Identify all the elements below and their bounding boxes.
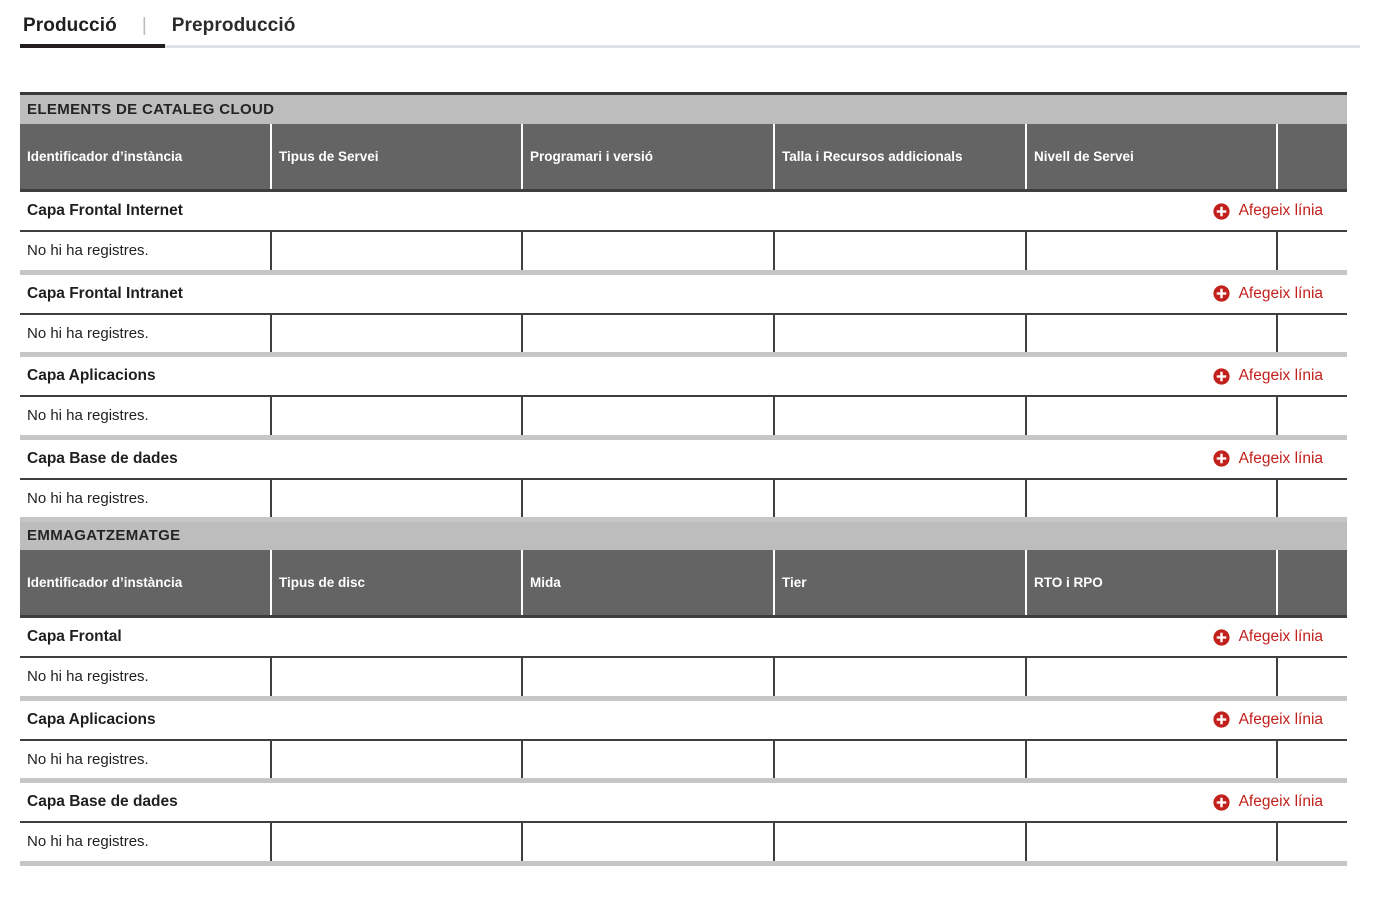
column-header-cell: Tier	[774, 550, 1026, 617]
group-label: Capa Aplicacions	[27, 367, 156, 384]
group-row	[20, 191, 1347, 232]
add-row-label: Afegeix línia	[1238, 284, 1324, 302]
empty-cell[interactable]	[774, 657, 1026, 698]
empty-data-row	[20, 740, 1347, 781]
tab-separator: |	[141, 15, 147, 36]
column-header-row	[20, 550, 1347, 617]
group-row-cell	[20, 617, 1347, 658]
column-header-cell: Talla i Recursos addicionals	[774, 124, 1026, 191]
empty-message: No hi ha registres.	[20, 314, 271, 355]
group-row	[20, 617, 1347, 658]
empty-cell[interactable]	[271, 479, 522, 520]
add-row-label: Afegeix línia	[1238, 628, 1324, 645]
grid-body	[20, 94, 1347, 864]
plus-circle-icon	[1213, 629, 1230, 646]
empty-message: No hi ha registres.	[20, 479, 271, 520]
empty-cell[interactable]	[1026, 822, 1277, 863]
section-title-row	[20, 94, 1347, 124]
add-row-link[interactable]	[1213, 628, 1323, 646]
add-row-link[interactable]	[1213, 711, 1323, 729]
column-header-cell: Tipus de Servei	[271, 124, 522, 191]
empty-cell[interactable]	[522, 740, 774, 781]
empty-data-row	[20, 657, 1347, 698]
empty-cell-actions[interactable]	[1277, 231, 1347, 272]
group-row-cell	[20, 781, 1347, 823]
empty-cell[interactable]	[522, 657, 774, 698]
empty-message: No hi ha registres.	[20, 657, 271, 698]
empty-data-row	[20, 479, 1347, 520]
group-row-cell	[20, 698, 1347, 740]
column-header-cell: Tipus de disc	[271, 550, 522, 617]
group-row	[20, 698, 1347, 740]
add-row-link[interactable]	[1213, 285, 1323, 303]
tab-underline-track	[20, 45, 1360, 48]
tab-list	[20, 0, 1360, 46]
group-row-cell	[20, 191, 1347, 232]
add-row-label: Afegeix línia	[1238, 710, 1324, 728]
column-header-cell: RTO i RPO	[1026, 550, 1277, 617]
empty-cell[interactable]	[1026, 314, 1277, 355]
empty-message: No hi ha registres.	[20, 740, 271, 781]
empty-cell[interactable]	[271, 822, 522, 863]
plus-circle-icon	[1213, 203, 1230, 220]
empty-cell[interactable]	[1026, 396, 1277, 437]
empty-cell-actions[interactable]	[1277, 314, 1347, 355]
empty-cell-actions[interactable]	[1277, 396, 1347, 437]
group-label: Capa Aplicacions	[27, 710, 156, 728]
group-label: Capa Base de dades	[27, 449, 178, 467]
empty-cell[interactable]	[271, 740, 522, 781]
empty-cell[interactable]	[271, 231, 522, 272]
tab-produccio[interactable]: Producció	[23, 15, 117, 36]
add-row-label: Afegeix línia	[1238, 449, 1324, 467]
plus-circle-icon	[1213, 450, 1230, 467]
section-title: EMMAGATZEMATGE	[20, 520, 1347, 550]
column-header-cell: Nivell de Servei	[1026, 124, 1277, 191]
group-label: Capa Base de dades	[27, 793, 178, 810]
empty-cell[interactable]	[522, 479, 774, 520]
empty-cell[interactable]	[774, 479, 1026, 520]
empty-cell-actions[interactable]	[1277, 479, 1347, 520]
empty-cell[interactable]	[522, 231, 774, 272]
group-row	[20, 781, 1347, 823]
add-row-label: Afegeix línia	[1238, 793, 1324, 810]
group-row-cell	[20, 272, 1347, 314]
column-header-actions	[1277, 124, 1347, 191]
empty-data-row	[20, 314, 1347, 355]
plus-circle-icon	[1213, 794, 1230, 811]
empty-data-row	[20, 396, 1347, 437]
add-row-link[interactable]	[1213, 202, 1323, 220]
tab-preproduccio[interactable]: Preproducció	[171, 15, 296, 36]
empty-cell-actions[interactable]	[1277, 740, 1347, 781]
add-row-link[interactable]	[1213, 793, 1323, 811]
group-label: Capa Frontal Intranet	[27, 284, 183, 302]
plus-circle-icon	[1213, 285, 1230, 302]
plus-circle-icon	[1213, 711, 1230, 728]
empty-cell[interactable]	[271, 396, 522, 437]
column-header-actions	[1277, 550, 1347, 617]
empty-cell[interactable]	[1026, 479, 1277, 520]
group-row	[20, 437, 1347, 479]
add-row-link[interactable]	[1213, 450, 1323, 468]
add-row-link[interactable]	[1213, 367, 1323, 385]
add-row-label: Afegeix línia	[1238, 367, 1324, 384]
empty-message: No hi ha registres.	[20, 822, 271, 863]
empty-cell[interactable]	[522, 822, 774, 863]
column-header-cell: Identificador d’instància	[20, 550, 271, 617]
group-row	[20, 355, 1347, 397]
section-title-row	[20, 520, 1347, 550]
empty-cell[interactable]	[1026, 657, 1277, 698]
empty-cell[interactable]	[271, 314, 522, 355]
catalog-grid	[20, 92, 1347, 866]
empty-message: No hi ha registres.	[20, 231, 271, 272]
empty-cell[interactable]	[1026, 740, 1277, 781]
column-header-cell: Identificador d’instància	[20, 124, 271, 191]
group-row-cell	[20, 437, 1347, 479]
group-label: Capa Frontal Internet	[27, 202, 183, 219]
group-row-cell	[20, 355, 1347, 397]
empty-cell[interactable]	[774, 822, 1026, 863]
empty-cell-actions[interactable]	[1277, 822, 1347, 863]
group-label: Capa Frontal	[27, 628, 122, 645]
empty-cell[interactable]	[774, 396, 1026, 437]
empty-message: No hi ha registres.	[20, 396, 271, 437]
empty-cell[interactable]	[774, 740, 1026, 781]
empty-cell[interactable]	[1026, 231, 1277, 272]
empty-cell[interactable]	[271, 657, 522, 698]
column-header-row	[20, 124, 1347, 191]
empty-cell[interactable]	[522, 314, 774, 355]
column-header-cell: Mida	[522, 550, 774, 617]
empty-data-row	[20, 231, 1347, 272]
catalog-tables	[20, 92, 1347, 866]
environment-tabbar	[20, 0, 1360, 56]
tab-underline-active	[20, 44, 165, 48]
empty-cell-actions[interactable]	[1277, 657, 1347, 698]
add-row-label: Afegeix línia	[1238, 202, 1324, 219]
plus-circle-icon	[1213, 368, 1230, 385]
empty-cell[interactable]	[522, 396, 774, 437]
empty-cell[interactable]	[774, 314, 1026, 355]
group-row	[20, 272, 1347, 314]
section-title: ELEMENTS DE CATALEG CLOUD	[20, 94, 1347, 124]
empty-data-row	[20, 822, 1347, 863]
column-header-cell: Programari i versió	[522, 124, 774, 191]
empty-cell[interactable]	[774, 231, 1026, 272]
